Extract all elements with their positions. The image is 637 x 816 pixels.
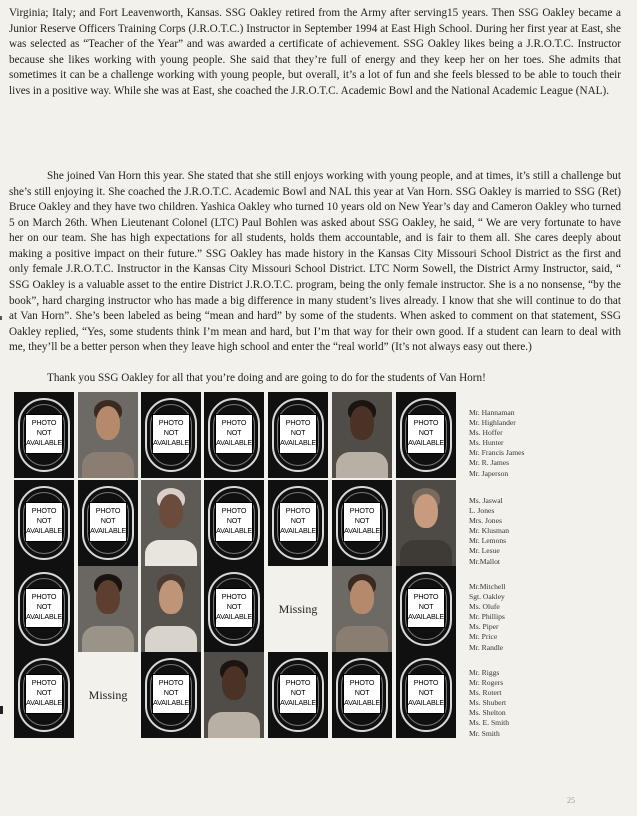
placeholder-label [25,588,63,628]
photo-not-available [141,392,201,478]
staff-portrait [141,480,201,566]
placeholder-text: PHOTO [413,678,439,687]
binding-mark [0,706,3,714]
placeholder-text: PHOTO [221,418,247,427]
placeholder-text: NOT [226,428,242,437]
placeholder-text: NOT [36,688,52,697]
name-list [469,582,506,653]
portrait-face [159,494,183,528]
staff-name: Mr. Francis James [469,448,525,458]
name-list [469,496,509,567]
photo-not-available [78,480,138,566]
staff-name: L. Jones [469,506,495,516]
placeholder-text: PHOTO [285,678,311,687]
staff-name: Mr. Riggs [469,668,500,677]
placeholder-text: PHOTO [413,418,439,427]
staff-name: Mr. Hannaman [469,408,515,417]
placeholder-label [343,674,381,714]
photo-not-available [204,392,264,478]
staff-name: Ms. Hoffer [469,428,503,438]
staff-portrait [78,566,138,652]
portrait-face [222,666,246,700]
placeholder-text: NOT [226,516,242,525]
portrait-face [414,494,438,528]
staff-name: Mrs. Jones [469,516,502,526]
placeholder-text: AVAILABLE [216,438,252,447]
photo-not-available [396,652,456,738]
placeholder-label [407,588,445,628]
placeholder-text: PHOTO [349,506,375,515]
portrait-face [350,406,374,440]
placeholder-label [407,414,445,454]
placeholder-text: AVAILABLE [26,526,62,535]
portrait-face [159,580,183,614]
placeholder-label [279,414,317,454]
placeholder-label [89,502,127,542]
staff-name: Mr. R. James [469,458,510,468]
placeholder-text: PHOTO [158,418,184,427]
placeholder-text: NOT [36,516,52,525]
placeholder-text: PHOTO [31,418,57,427]
paragraph-2: She joined Van Horn this year. She stated that she still enjoys working with young people, and at times, it’s still a challenge but she’s still enjoying it. She coached the J.R.O.T.C. Academic Bowl and NAL this year at Van Horn. SSG Oakley is married to SSG (Ret) Bruce Oakley and they have two children. Yashica Oakley who turned 10 years old on New Year’s day and Cameron Oakley who turned 5 on March 26th. When Lieutenant Colonel (LTC) Paul Bohlen was asked about SSG Oakley, he said, “ We are very fortunate to have her on our team. She has high expectations for all students, holds them accountable, and is fair to them all. She cares deeply about making a positive impact on their future.” SSG Oakley has made history in the Kansas City Missouri School District as the first and only female J.R.O.T.C. Instructor in the Kansas City Missouri School District. LTC Norm Sowell, the District Army Instructor, said, “ SSG Oakley is a valuable asset to the entire District J.R.O.T.C. program, being the only female instructor. She is a no nonsense, “by the book”, hard charging instructor who has made a big difference in many student’s lives already. I know that she will continue to do that at Van Horn”. She’s been labeled as being “mean and hard” by some of the students. When asked to comment on that statement, SSG Oakley replied, “Yes, some students think I’m mean and hard, but I’m that way for their own good. If a student can learn to deal with me, they’ll be a better person when they leave high school and enter the “real world” (It’s not always easy out there.) [9,170,621,354]
placeholder-text: AVAILABLE [344,526,380,535]
photo-not-available [204,480,264,566]
name-list [469,408,524,479]
page-number: 25 [567,796,575,805]
placeholder-text: AVAILABLE [216,612,252,621]
placeholder-text: AVAILABLE [408,698,444,707]
staff-name: Mr. Phillips [469,612,505,622]
placeholder-label [152,414,190,454]
photo-not-available [268,652,328,738]
placeholder-text: AVAILABLE [280,526,316,535]
paragraph-3: Thank you SSG Oakley for all that you’re doing and are going to do for the students of Van Horn! [47,372,486,385]
photo-not-available [14,480,74,566]
photo-not-available [14,392,74,478]
staff-name: Ms. Hunter [469,438,504,448]
placeholder-text: AVAILABLE [26,438,62,447]
placeholder-text: PHOTO [413,592,439,601]
portrait-face [96,580,120,614]
placeholder-text: NOT [36,602,52,611]
placeholder-text: AVAILABLE [408,438,444,447]
staff-name: Ms. Rotert [469,688,502,698]
placeholder-text: NOT [290,428,306,437]
staff-name: Mr. Klusman [469,526,510,536]
placeholder-text: AVAILABLE [26,698,62,707]
placeholder-text: AVAILABLE [26,612,62,621]
placeholder-text: NOT [100,516,116,525]
portrait-shoulders [145,626,197,652]
placeholder-text: PHOTO [221,506,247,515]
portrait-face [350,580,374,614]
staff-name: Mr. Japerson [469,468,509,478]
staff-name: Mr. Highlander [469,418,516,428]
placeholder-text: AVAILABLE [280,698,316,707]
name-list [469,668,509,739]
placeholder-text: NOT [226,602,242,611]
staff-name: Ms. Shubert [469,698,507,708]
placeholder-text: NOT [354,688,370,697]
placeholder-text: PHOTO [221,592,247,601]
photo-not-available [332,652,392,738]
staff-name: Mr. Lesue [469,546,500,556]
placeholder-text: AVAILABLE [90,526,126,535]
portrait-shoulders [82,452,134,478]
staff-name: Ms. Shelton [469,708,506,718]
staff-portrait [396,480,456,566]
placeholder-label [215,588,253,628]
placeholder-text: PHOTO [95,506,121,515]
staff-portrait [78,392,138,478]
staff-portrait [332,566,392,652]
placeholder-text: PHOTO [31,678,57,687]
placeholder-text: NOT [290,516,306,525]
placeholder-text: NOT [290,688,306,697]
photo-not-available [14,566,74,652]
staff-name: Mr. Lemons [469,536,507,546]
placeholder-text: AVAILABLE [280,438,316,447]
staff-name: Ms. E. Smith [469,718,510,728]
portrait-shoulders [145,540,197,566]
photo-not-available [396,566,456,652]
placeholder-label [343,502,381,542]
placeholder-text: PHOTO [158,678,184,687]
staff-name: Mr. Randle [469,642,504,652]
placeholder-text: NOT [163,428,179,437]
portrait-shoulders [82,626,134,652]
staff-name: Ms. Jaswal [469,496,503,505]
staff-name: Mr. Rogers [469,678,504,688]
placeholder-label [279,502,317,542]
placeholder-label [25,674,63,714]
binding-mark [0,316,2,320]
photo-not-available [14,652,74,738]
staff-name: Mr.Mallot [469,556,501,566]
placeholder-text: PHOTO [285,506,311,515]
staff-name: Ms. Olufe [469,602,500,612]
photo-not-available [332,480,392,566]
placeholder-text: AVAILABLE [408,612,444,621]
staff-name: Mr. Smith [469,728,500,738]
placeholder-label [215,414,253,454]
placeholder-text: NOT [163,688,179,697]
missing-photo-label: Missing [78,652,138,738]
portrait-shoulders [336,626,388,652]
staff-name: Ms. Piper [469,622,499,632]
placeholder-text: NOT [418,602,434,611]
placeholder-text: AVAILABLE [344,698,380,707]
missing-photo-label: Missing [268,566,328,652]
portrait-face [96,406,120,440]
staff-portrait [204,652,264,738]
placeholder-text: PHOTO [349,678,375,687]
placeholder-text: NOT [418,688,434,697]
placeholder-text: NOT [36,428,52,437]
photo-not-available [204,566,264,652]
placeholder-label [152,674,190,714]
placeholder-text: AVAILABLE [216,526,252,535]
staff-portrait [141,566,201,652]
photo-not-available [268,480,328,566]
portrait-shoulders [400,540,452,566]
paragraph-1: Virginia; Italy; and Fort Leavenworth, Kansas. SSG Oakley retired from the Army after serving15 years. Then SSG Oakley became a Junior Reserve Officers Training Corps (J.R.O.T.C.) Instructor in September 1994 at East High School. During her first year at East, she was selected as “Teacher of the Year” and was awarded a certificate of achievement. SSG Oakley likes being a J.R.O.T.C. Instructor because she likes working with young people. She said that they’re full of energy and they keep her on her toes. She admits that sometimes it can be a challenge working with young people, but overall, it’s a lot of fun and she feels blessed to be able to touch their lives in a positive way. While she was at East, she coached the J.R.O.T.C. Academic Bowl and the National Academic League (NAL). [9,7,621,97]
staff-name: Mr. Price [469,632,498,642]
staff-portrait [332,392,392,478]
portrait-shoulders [336,452,388,478]
photo-not-available [268,392,328,478]
photo-not-available [396,392,456,478]
placeholder-label [25,414,63,454]
staff-name: Sgt. Oakley [469,592,505,602]
placeholder-text: NOT [354,516,370,525]
placeholder-label [279,674,317,714]
placeholder-text: AVAILABLE [153,438,189,447]
photo-not-available [141,652,201,738]
placeholder-text: PHOTO [285,418,311,427]
placeholder-label [215,502,253,542]
placeholder-text: NOT [418,428,434,437]
placeholder-text: AVAILABLE [153,698,189,707]
placeholder-text: PHOTO [31,592,57,601]
staff-name: Mr.Mitchell [469,582,506,591]
placeholder-label [407,674,445,714]
placeholder-text: PHOTO [31,506,57,515]
portrait-shoulders [208,712,260,738]
placeholder-label [25,502,63,542]
